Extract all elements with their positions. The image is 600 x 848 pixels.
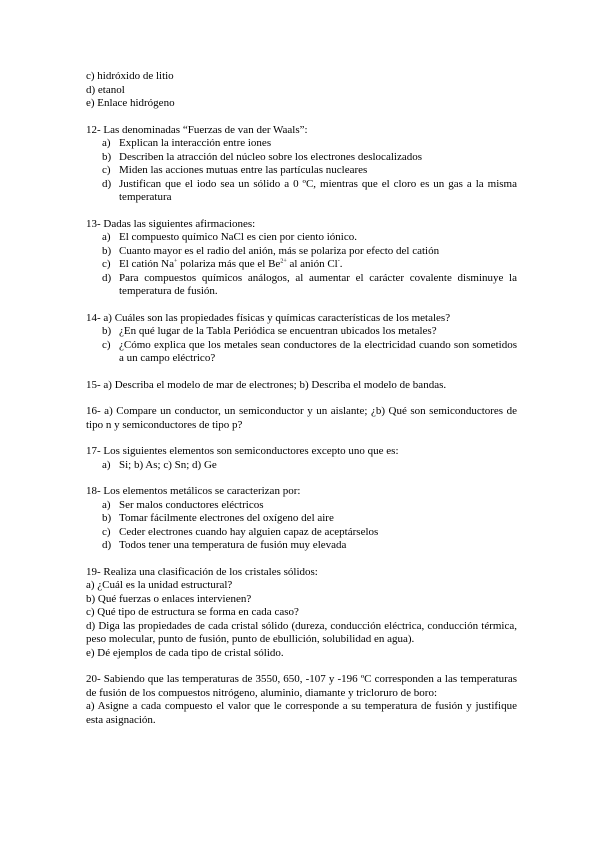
option-marker: a) [102,498,111,511]
previous-question-tail [86,70,517,111]
option-marker: c) [102,338,111,351]
option-item [86,325,517,339]
ion-charge: - [337,258,340,265]
option-line: c) hidróxido de litio [86,70,174,82]
option-item [86,137,517,151]
option-line: e) Enlace hidrógeno [86,97,175,109]
question-title: 20- Sabiendo que las temperaturas de 3550, 650, -107 y -196 ºC corresponden a las temperaturas de fusión de los compuestos nitrógeno, aluminio, diamante y tricloruro de boro: [86,673,517,699]
sub-question: d) Diga las propiedades de cada cristal sólido (dureza, conducción eléctrica, conducción térmica, peso molecular, punto de fusión, punto de ebullición, solubilidad en agua). [86,619,517,645]
option-marker: d) [102,271,112,284]
option-item [86,499,517,513]
option-item [86,245,517,259]
question-title: 12- Las denominadas “Fuerzas de van der Waals”: [86,123,308,136]
question-18 [86,485,517,553]
ion-charge: 2+ [280,258,287,265]
option-text: ¿Cómo explica que los metales sean conductores de la electricidad cuando son sometidos a un campo eléctrico? [119,338,517,364]
option-text [119,258,517,272]
document-page [86,70,517,727]
question-title: 18- Los elementos metálicos se caracterizan por: [86,485,301,497]
option-marker: c) [102,525,111,538]
option-line: d) etanol [86,83,125,96]
option-marker: b) [102,150,112,163]
text-fragment: El catión Na [119,258,174,270]
sub-question: a) ¿Cuál es la unidad estructural? [86,579,233,591]
question-20 [86,673,517,727]
text-fragment: al anión Cl [286,258,338,270]
option-marker: b) [102,244,112,257]
option-item [86,272,517,299]
sub-question: b) Qué fuerzas o enlaces intervienen? [86,592,252,605]
option-marker: d) [102,177,112,190]
question-15 [86,379,517,393]
option-marker: a) [102,137,111,149]
option-item [86,151,517,165]
option-marker: a) [102,458,111,471]
option-text: ¿En qué lugar de la Tabla Periódica se encuentran ubicados los metales? [119,325,437,337]
option-item [86,459,517,473]
question-title: 19- Realiza una clasificación de los cristales sólidos: [86,565,318,578]
option-item [86,258,517,272]
text-fragment: polariza más que el Be [177,258,281,270]
option-marker: b) [102,325,112,337]
question-14 [86,312,517,366]
option-text: Para compuestos químicos análogos, al aumentar el carácter covalente disminuye la temperatura de fusión. [119,271,517,297]
option-marker: a) [102,231,111,243]
option-marker: b) [102,512,112,524]
option-text: El compuesto químico NaCl es cien por ciento iónico. [119,231,357,243]
option-text: Si; b) As; c) Sn; d) Ge [119,458,217,471]
text-fragment: . [339,258,343,270]
option-marker: c) [102,164,111,176]
question-title: 13- Dadas las siguientes afirmaciones: [86,217,256,230]
question-12 [86,124,517,205]
sub-question: e) Dé ejemplos de cada tipo de cristal sólido. [86,646,284,659]
question-17 [86,445,517,472]
option-item [86,526,517,540]
option-item [86,339,517,366]
option-item [86,512,517,526]
question-title: 15- a) Describa el modelo de mar de electrones; b) Describa el modelo de bandas. [86,378,447,391]
question-19 [86,566,517,661]
option-marker: c) [102,258,111,270]
question-title: 16- a) Compare un conductor, un semiconductor y un aislante; ¿b) Qué son semiconductores de tipo n y semiconductores de tipo p? [86,405,517,431]
option-item [86,231,517,245]
option-item [86,178,517,205]
ion-charge: + [173,258,178,265]
option-text: Explican la interacción entre iones [119,137,272,149]
option-text: Ceder electrones cuando hay alguien capaz de aceptárselos [119,525,379,538]
option-text: Miden las acciones mutuas entre las partículas nucleares [119,164,368,176]
sub-question: a) Asigne a cada compuesto el valor que le corresponde a su temperatura de fusión y justifique esta asignación. [86,700,517,726]
option-text: Tomar fácilmente electrones del oxígeno del aire [119,512,334,524]
option-text: Describen la atracción del núcleo sobre los electrones deslocalizados [119,150,422,163]
option-text: Justifican que el iodo sea un sólido a 0 ºC, mientras que el cloro es un gas a la misma temperatura [119,177,517,203]
question-title: 17- Los siguientes elementos son semiconductores excepto uno que es: [86,445,399,457]
question-title: 14- a) Cuáles son las propiedades físicas y químicas características de los metales? [86,311,451,324]
option-text: Cuanto mayor es el radio del anión, más se polariza por efecto del catión [119,244,440,257]
question-13 [86,218,517,299]
sub-question: c) Qué tipo de estructura se forma en cada caso? [86,606,299,618]
option-item [86,539,517,553]
option-text: Ser malos conductores eléctricos [119,498,264,511]
option-marker: d) [102,539,112,551]
question-16 [86,405,517,432]
option-item [86,164,517,178]
option-text: Todos tener una temperatura de fusión muy elevada [119,539,347,551]
